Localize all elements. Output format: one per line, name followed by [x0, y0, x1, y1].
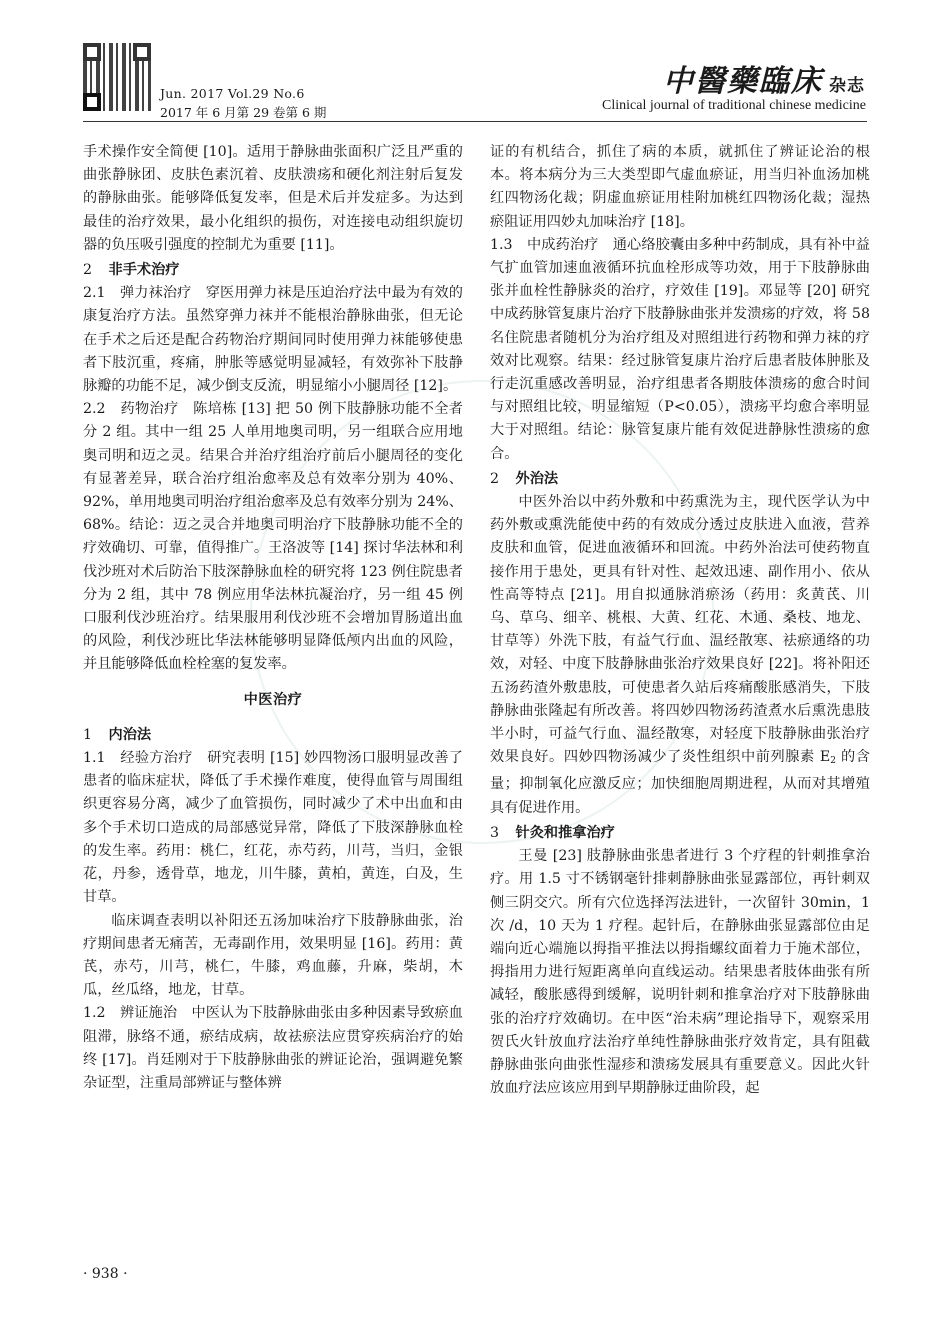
heading-3-acupuncture: 3 针灸和推拿治疗	[490, 824, 615, 841]
heading-2-external: 2 外治法	[490, 470, 559, 487]
section-title: 中医治疗	[243, 691, 303, 708]
page-number: · 938 ·	[83, 1266, 128, 1282]
journal-title-cn: 中醫藥臨床	[663, 64, 823, 99]
paragraph-1-2: 1.2 辨证施治 中医认为下肢静脉曲张由多种因素导致瘀血阻滞，脉络不通，瘀结成病，故祛瘀法应贯穿疾病治疗的始终 [17]。肖廷刚对于下肢静脉曲张的辨证论治，强调避免繁杂证型，注重局部辨证与整体辨	[83, 1005, 463, 1091]
journal-logo	[663, 56, 865, 100]
page-header	[0, 0, 950, 130]
left-column	[83, 141, 463, 1095]
qr-code-corner-icon	[83, 93, 101, 111]
paragraph-1-1: 1.1 经验方治疗 研究表明 [15] 妙四物汤口服明显改善了患者的临床症状，降低了手术操作难度，使得血管与周围组织更容易分离，减少了血管损伤，同时减少了术中出血和由多个手术切口造成的局部感觉异常，降低了下肢深静脉血栓的发生率。药用：桃仁，红花，赤芍药，川芎，当归，金银花，丹参，透骨草，地龙，川牛膝，黄柏，黄连，白及，生甘草。	[83, 750, 463, 906]
issue-info-cn: 2017 年 6 月第 29 卷第 6 期	[160, 105, 327, 120]
heading-2: 2 非手术治疗	[83, 262, 180, 279]
heading-1: 1 内治法	[83, 726, 152, 743]
paragraph-2-2: 2.2 药物治疗 陈培栋 [13] 把 50 例下肢静脉功能不全者分 2 组。其中一组 25 人单用地奥司明，另一组联合应用地奥司明和迈之灵。结果合并治疗组治疗前后小腿周径的变化有显著差异，联合治疗组治愈率及总有效率分别为 40%、92%，单用地奥司明治疗组治愈率及总有效率分别为 24%、68%。结论：迈之灵合并地奥司明治疗下肢静脉功能不全的疗效确切、可靠，值得推广。王洛波等 [14] 探讨华法林和利伐沙班对术后防治下肢深静脉血栓的研究将 123 例住院患者分为 2 组，其中 78 例应用华法林抗凝治疗，另一组 45 例口服利伐沙班治疗。结果服用利伐沙班不会增加胃肠道出血的风险，利伐沙班比华法林能够明显降低颅内出血的风险，并且能够降低血栓栓塞的复发率。	[83, 401, 463, 673]
paragraph-acupuncture: 王曼 [23] 肢静脉曲张患者进行 3 个疗程的针刺推拿治疗。用 1.5 寸不锈钢毫针排刺静脉曲张显露部位，再针刺双侧三阴交穴。所有穴位选择泻法进针，一次留针 30min，1 次 /d，10 天为 1 疗程。起针后，在静脉曲张显露部位由足端向近心端施以拇指平推法以拇指螺纹面着力于施术部位，拇指用力进行短距离单向直线运动。结果患者肢体曲张有所减轻，酸胀感得到缓解，说明针刺和推拿治疗对下肢静脉曲张的治疗疗效确切。在中医“治未病”理论指导下，观察采用贺氏火针放血疗法治疗单纯性静脉曲张疗效肯定，具有阻截静脉曲张向曲张性湿疹和溃疡发展具有重要意义。因此火针放血疗法应该应用到早期静脉迂曲阶段，起	[490, 848, 870, 1097]
issue-info-en: Jun. 2017 Vol.29 No.6	[160, 86, 305, 101]
header-divider	[83, 121, 867, 122]
journal-title-en: Clinical journal of traditional chinese medicine	[602, 98, 866, 113]
paragraph-1-3: 1.3 中成药治疗 通心络胶囊由多种中药制成，具有补中益气扩血管加速血液循环抗血栓形成等功效，用于下肢静脉曲张并血栓性静脉炎的治疗，疗效佳 [19]。邓显等 [20] 研究中成药脉管复康片治疗下肢静脉曲张并发溃疡的疗效，将 58 名住院患者随机分为治疗组及对照组进行药物和弹力袜的疗效对比观察。结果：经过脉管复康片治疗后患者肢体肿胀及行走沉重感改善明显，治疗组患者各期肢体溃疡的愈合时间与对照组比较，明显缩短（P<0.05），溃疡平均愈合率明显大于对照组。结论：脉管复康片能有效促进静脉性溃疡的愈合。	[490, 236, 870, 462]
journal-title-suffix: 杂志	[829, 76, 865, 96]
paragraph: 手术操作安全简便 [10]。适用于静脉曲张面积广泛且严重的曲张静脉团、皮肤色素沉着、皮肤溃疡和硬化剂注射后复发的静脉曲张。能够降低复发率，但是术后并发症多。为达到最佳的治疗效果，最小化组织的损伤，对连接电动组织旋切器的负压吸引强度的控制尤为重要 [11]。	[83, 144, 463, 253]
paragraph-external: 中医外治以中药外敷和中药熏洗为主，现代医学认为中药外敷或熏洗能使中药的有效成分透过皮肤进入血液，营养皮肤和血管，促进血液循环和回流。中药外治法可使药物直接作用于患处，更具有针对性、起效迅速、副作用小、依从性高等特点 [21]。用自拟通脉消瘀汤（药用：炙黄芪、川乌、草乌、细辛、桃根、大黄、红花、木通、桑枝、地龙、甘草等）外洗下肢，有益气行血、温经散寒、祛瘀通络的功效，对轻、中度下肢静脉曲张治疗效果良好 [22]。将补阳还五汤药渣外敷患肢，可使患者久站后疼痛酸胀感消失，下肢静脉曲张隆起有所改善。将四妙四物汤药渣煮水后熏洗患肢半小时，可益气行血、温经散寒，对轻度下肢静脉曲张治疗效果良好。四妙四物汤减少了炎性组织中前列腺素 $E_2$ 的含量；抑制氧化应激反应；加快细胞周期进程，从而对其增殖具有促进作用。	[490, 494, 870, 816]
paragraph-clinical: 临床调查表明以补阳还五汤加味治疗下肢静脉曲张，治疗期间患者无痛苦，无毒副作用，效果明显 [16]。药用：黄芪，赤芍，川芎，桃仁，牛膝，鸡血藤，升麻，柴胡，木瓜，丝瓜络，地龙，甘草。	[83, 912, 463, 999]
paragraph: 证的有机结合，抓住了病的本质，就抓住了辨证论治的根本。将本病分为三大类型即气虚血瘀证，用当归补血汤加桃红四物汤化裁；阴虚血瘀证用桂附加桃红四物汤化裁；湿热瘀阻证用四妙丸加味治疗 [18]。	[490, 144, 870, 230]
right-column	[490, 141, 870, 1100]
paragraph-2-1: 2.1 弹力袜治疗 穿医用弹力袜是压迫治疗法中最为有效的康复治疗方法。虽然穿弹力袜并不能根治静脉曲张，但无论在手术之后还是配合药物治疗期间同时使用弹力袜能够使患者下肢沉重，疼痛，肿胀等感觉明显减轻，有效弥补下肢静脉瓣的功能不足，减少倒支反流，明显缩小小腿周径 [12]。	[83, 285, 463, 395]
